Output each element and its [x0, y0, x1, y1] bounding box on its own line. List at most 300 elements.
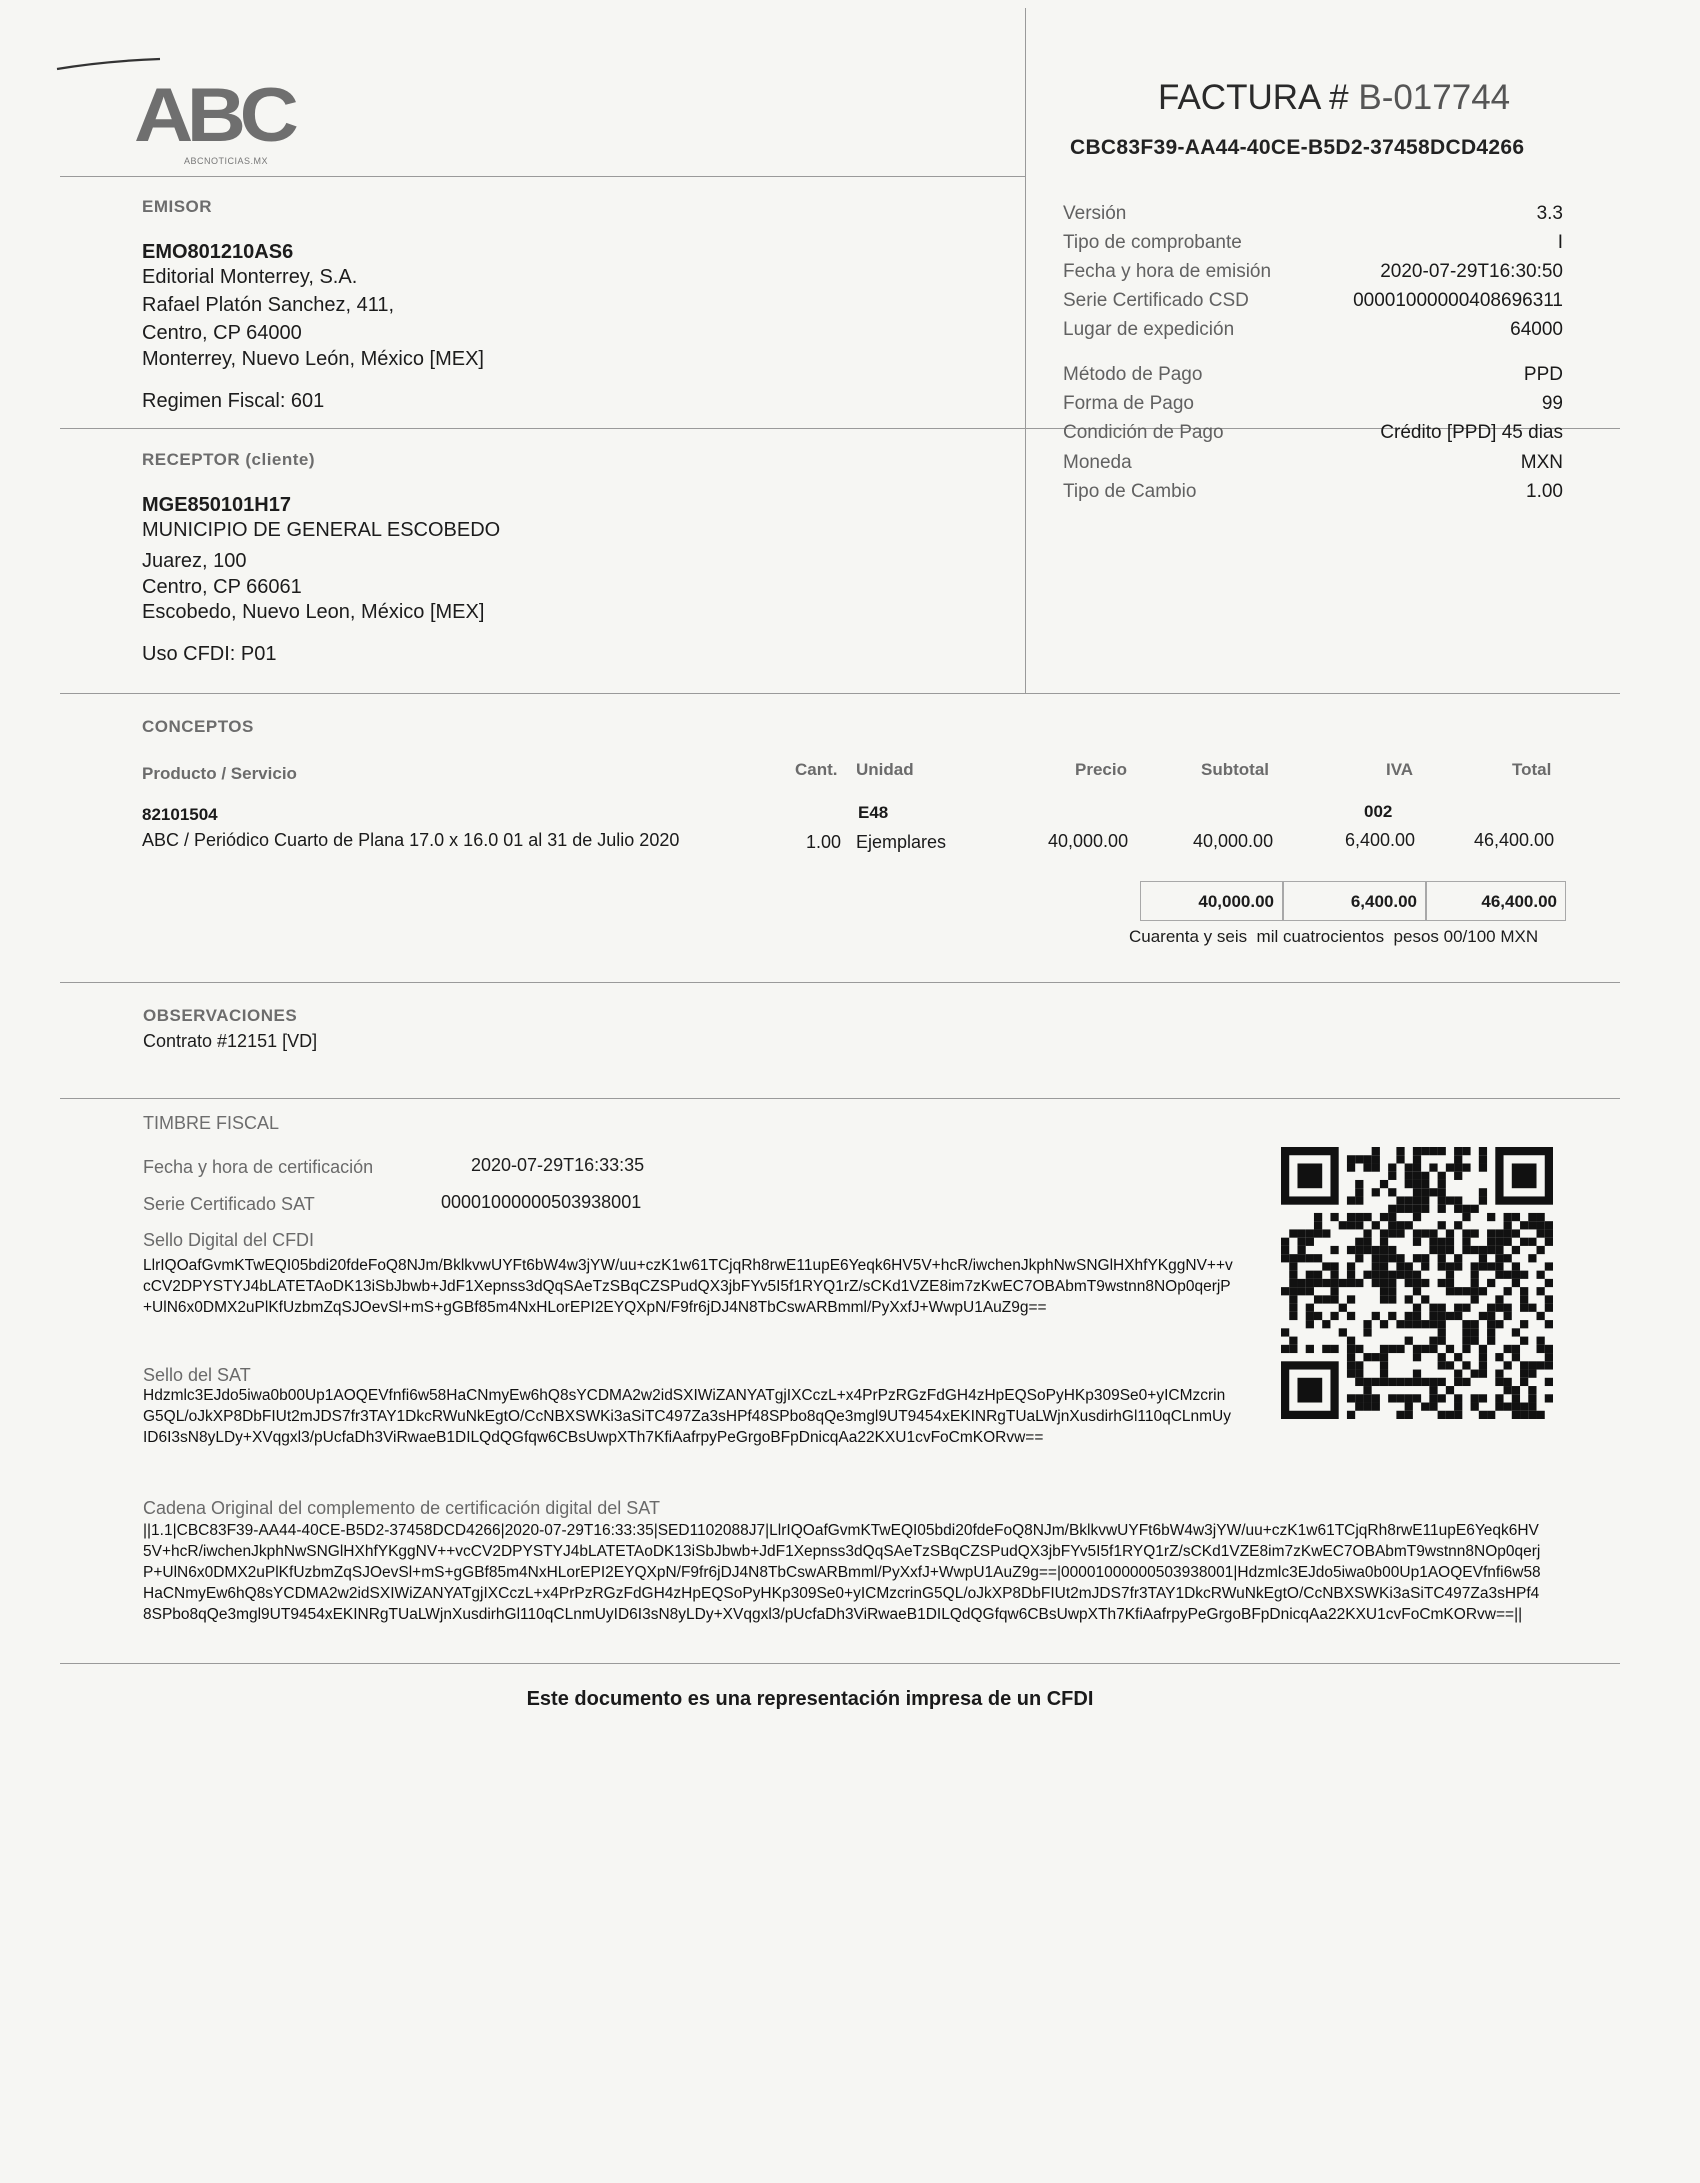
qr-module — [1355, 1370, 1363, 1378]
col-total: Total — [1512, 760, 1552, 779]
qr-module — [1355, 1378, 1363, 1386]
qr-module — [1396, 1378, 1404, 1386]
qr-module — [1289, 1254, 1297, 1262]
qr-module — [1495, 1271, 1503, 1279]
qr-module — [1289, 1229, 1297, 1237]
qr-module — [1289, 1287, 1297, 1295]
qr-module — [1479, 1394, 1487, 1402]
qr-module — [1479, 1411, 1487, 1419]
qr-module — [1512, 1394, 1520, 1402]
qr-module — [1372, 1147, 1380, 1155]
qr-module — [1495, 1304, 1503, 1312]
qr-module — [1454, 1394, 1462, 1402]
qr-module — [1528, 1213, 1536, 1221]
receptor-name: MUNICIPIO DE GENERAL ESCOBEDO — [142, 519, 501, 541]
qr-module — [1438, 1312, 1446, 1320]
qr-module — [1396, 1229, 1404, 1237]
qr-module — [1438, 1320, 1446, 1328]
qr-module — [1322, 1295, 1330, 1303]
qr-module — [1528, 1386, 1536, 1394]
qr-module — [1545, 1320, 1553, 1328]
receptor-rfc: MGE850101H17 — [142, 494, 291, 516]
qr-module — [1388, 1221, 1396, 1229]
qr-module — [1446, 1361, 1454, 1369]
qr-module — [1347, 1394, 1355, 1402]
qr-module — [1462, 1238, 1470, 1246]
qr-module — [1388, 1229, 1396, 1237]
qr-module — [1306, 1254, 1314, 1262]
qr-module — [1471, 1271, 1479, 1279]
qr-module — [1537, 1221, 1545, 1229]
info-version — [1063, 203, 1563, 232]
qr-module — [1528, 1361, 1536, 1369]
qr-module — [1438, 1411, 1446, 1419]
total-total: 46,400.00 — [1426, 881, 1566, 921]
qr-module — [1537, 1213, 1545, 1221]
qr-module — [1520, 1287, 1528, 1295]
qr-module — [1396, 1394, 1404, 1402]
qr-module — [1405, 1271, 1413, 1279]
qr-module — [1512, 1411, 1520, 1419]
qr-module — [1314, 1279, 1322, 1287]
qr-module — [1405, 1279, 1413, 1287]
pago-label: Método de Pago — [1063, 364, 1203, 385]
concepto-desc: ABC / Periódico Cuarto de Plana 17.0 x 16.0 01 al 31 de Julio 2020 — [142, 830, 680, 850]
qr-module — [1504, 1287, 1512, 1295]
qr-module — [1413, 1172, 1421, 1180]
emisor-address-3: Centro, CP 64000 — [142, 322, 302, 344]
qr-module — [1405, 1312, 1413, 1320]
qr-module — [1330, 1246, 1338, 1254]
qr-module — [1504, 1403, 1512, 1411]
concepto-precio: 40,000.00 — [1048, 831, 1129, 851]
divider-timbre — [60, 1663, 1620, 1664]
qr-module — [1306, 1271, 1314, 1279]
qr-module — [1545, 1353, 1553, 1361]
pago-value: 1.00 — [1526, 481, 1563, 502]
qr-module — [1471, 1370, 1479, 1378]
qr-module — [1512, 1229, 1520, 1237]
qr-module — [1322, 1279, 1330, 1287]
qr-module — [1421, 1172, 1429, 1180]
qr-module — [1380, 1295, 1388, 1303]
qr-module — [1479, 1147, 1487, 1155]
qr-module — [1413, 1213, 1421, 1221]
pago-moneda — [1063, 452, 1563, 481]
qr-module — [1347, 1271, 1355, 1279]
qr-module — [1479, 1345, 1487, 1353]
info-fecha-emision — [1063, 261, 1563, 290]
qr-module — [1504, 1254, 1512, 1262]
qr-module — [1429, 1403, 1437, 1411]
qr-module — [1462, 1287, 1470, 1295]
qr-module — [1462, 1229, 1470, 1237]
qr-module — [1446, 1386, 1454, 1394]
qr-module — [1446, 1411, 1454, 1419]
qr-module — [1372, 1271, 1380, 1279]
qr-module — [1380, 1246, 1388, 1254]
qr-module — [1421, 1262, 1429, 1270]
qr-module — [1429, 1163, 1437, 1171]
qr-module — [1462, 1213, 1470, 1221]
qr-module — [1372, 1378, 1380, 1386]
qr-module — [1429, 1188, 1437, 1196]
qr-module — [1413, 1180, 1421, 1188]
qr-module — [1297, 1254, 1305, 1262]
qr-module — [1413, 1378, 1421, 1386]
qr-module — [1347, 1337, 1355, 1345]
qr-module — [1446, 1271, 1454, 1279]
qr-module — [1388, 1188, 1396, 1196]
qr-module — [1330, 1262, 1338, 1270]
qr-module — [1413, 1394, 1421, 1402]
qr-module — [1372, 1155, 1380, 1163]
qr-module — [1512, 1345, 1520, 1353]
qr-module — [1363, 1403, 1371, 1411]
info-value: 00001000000408696311 — [1353, 290, 1563, 311]
qr-module — [1438, 1188, 1446, 1196]
qr-module — [1421, 1188, 1429, 1196]
qr-module — [1487, 1262, 1495, 1270]
qr-module — [1545, 1279, 1553, 1287]
total-letra: Cuarenta y seis mil cuatrocientos pesos 00/100 MXN — [1129, 927, 1539, 946]
qr-module — [1388, 1205, 1396, 1213]
qr-module — [1512, 1271, 1520, 1279]
qr-module — [1314, 1295, 1322, 1303]
qr-module — [1372, 1394, 1380, 1402]
qr-module — [1413, 1345, 1421, 1353]
pago-label: Tipo de Cambio — [1063, 481, 1197, 502]
qr-module — [1314, 1312, 1322, 1320]
divider-conceptos — [60, 982, 1620, 983]
qr-module — [1413, 1196, 1421, 1204]
qr-module — [1479, 1246, 1487, 1254]
concepto-subtotal: 40,000.00 — [1193, 831, 1274, 851]
qr-module — [1322, 1229, 1330, 1237]
info-tipo-comprobante — [1063, 232, 1563, 261]
qr-module — [1355, 1394, 1363, 1402]
qr-module — [1421, 1345, 1429, 1353]
sello-sat-label: Sello del SAT — [143, 1365, 251, 1385]
info-value: 64000 — [1510, 319, 1563, 340]
qr-module — [1347, 1312, 1355, 1320]
emisor-address-4: Monterrey, Nuevo León, México [MEX] — [142, 348, 484, 370]
qr-module — [1281, 1246, 1289, 1254]
qr-module — [1355, 1361, 1363, 1369]
qr-module — [1446, 1163, 1454, 1171]
qr-module — [1372, 1312, 1380, 1320]
qr-module — [1297, 1238, 1305, 1246]
qr-module — [1355, 1403, 1363, 1411]
qr-module — [1380, 1262, 1388, 1270]
concepto-unit-code: E48 — [858, 803, 889, 822]
qr-module — [1462, 1320, 1470, 1328]
qr-module — [1306, 1304, 1314, 1312]
qr-module — [1528, 1221, 1536, 1229]
qr-module — [1471, 1279, 1479, 1287]
qr-module — [1330, 1271, 1338, 1279]
qr-module — [1380, 1370, 1388, 1378]
qr-module — [1306, 1345, 1314, 1353]
conceptos-title: CONCEPTOS — [142, 717, 254, 736]
qr-module — [1297, 1279, 1305, 1287]
qr-module — [1347, 1345, 1355, 1353]
qr-module — [1388, 1394, 1396, 1402]
info-value: 3.3 — [1536, 203, 1563, 224]
total-subtotal: 40,000.00 — [1140, 881, 1283, 921]
qr-module — [1372, 1188, 1380, 1196]
qr-module — [1396, 1155, 1404, 1163]
qr-module — [1462, 1304, 1470, 1312]
qr-module — [1347, 1262, 1355, 1270]
col-cant: Cant. — [795, 760, 838, 779]
qr-module — [1504, 1361, 1512, 1369]
col-unidad: Unidad — [856, 760, 914, 779]
abc-logo — [134, 73, 293, 166]
invoice-title — [1158, 78, 1510, 118]
qr-module — [1396, 1345, 1404, 1353]
qr-module — [1504, 1238, 1512, 1246]
qr-module — [1355, 1221, 1363, 1229]
qr-module — [1355, 1188, 1363, 1196]
qr-module — [1363, 1238, 1371, 1246]
timbre-fecha: 2020-07-29T16:33:35 — [471, 1155, 645, 1175]
info-lugar-expedicion — [1063, 319, 1563, 348]
qr-module — [1487, 1238, 1495, 1246]
qr-module — [1421, 1254, 1429, 1262]
divider-observaciones — [60, 1098, 1620, 1099]
qr-module — [1405, 1163, 1413, 1171]
qr-module — [1405, 1295, 1413, 1303]
qr-module — [1446, 1279, 1454, 1287]
qr-module — [1471, 1403, 1479, 1411]
cadena-label: Cadena Original del complemento de certificación digital del SAT — [143, 1498, 660, 1518]
qr-module — [1537, 1287, 1545, 1295]
qr-module — [1520, 1304, 1528, 1312]
qr-module — [1314, 1213, 1322, 1221]
sello-sat: Hdzmlc3EJdo5iwa0b00Up1AOQEVfnfi6w58HaCNmyEw6hQ8sYCDMA2w2idSXIWiZANYATgjIXCczL+x4PrPzRGzFdGH4zHpEQSoPyHKp309Se0+yICMzcrinG5QL/oJkXP8DbFIUt2mJDS7fr3TAY1DkcRWuNkEgtO/CcNBXSWKi3aSiTC497Za3sHPf48SPbo8qQe3mgl9UT9454xEKINRgTUaLWjnXusdirhGl110qCLnmUyID6I3sN8yLDy+XVqgxl3/pUcfaDh3ViRwaeB1DILQdQGfqw6CBsUwpXTh7KfiAafrpyPeGrgoBFpDnicqAa22KXU1cvFoCmKORvw== — [143, 1387, 1232, 1446]
qr-module — [1289, 1295, 1297, 1303]
qr-module — [1429, 1246, 1437, 1254]
qr-module — [1330, 1312, 1338, 1320]
qr-module — [1314, 1254, 1322, 1262]
invoice-uuid: CBC83F39-AA44-40CE-B5D2-37458DCD4266 — [1070, 136, 1525, 159]
concepto-iva-code: 002 — [1364, 802, 1393, 821]
qr-module — [1322, 1262, 1330, 1270]
pago-value: MXN — [1520, 452, 1563, 473]
pen-mark — [55, 55, 165, 75]
qr-module — [1347, 1370, 1355, 1378]
qr-module — [1314, 1229, 1322, 1237]
qr-module — [1413, 1353, 1421, 1361]
qr-module — [1462, 1378, 1470, 1386]
qr-module — [1347, 1163, 1355, 1171]
qr-module — [1446, 1196, 1454, 1204]
qr-module — [1289, 1337, 1297, 1345]
qr-module — [1446, 1312, 1454, 1320]
qr-module — [1363, 1353, 1371, 1361]
qr-module — [1388, 1254, 1396, 1262]
info-serie-csd — [1063, 290, 1563, 319]
qr-module — [1512, 1328, 1520, 1336]
qr-module — [1372, 1403, 1380, 1411]
qr-module — [1471, 1287, 1479, 1295]
qr-module — [1520, 1320, 1528, 1328]
qr-module — [1355, 1180, 1363, 1188]
qr-module — [1454, 1304, 1462, 1312]
qr-module — [1462, 1361, 1470, 1369]
qr-module — [1405, 1320, 1413, 1328]
qr-module — [1289, 1279, 1297, 1287]
qr-module — [1454, 1378, 1462, 1386]
qr-module — [1528, 1254, 1536, 1262]
qr-module — [1363, 1328, 1371, 1336]
pago-value: PPD — [1523, 364, 1563, 385]
qr-module — [1512, 1262, 1520, 1270]
qr-module — [1380, 1287, 1388, 1295]
qr-module — [1347, 1353, 1355, 1361]
qr-module — [1520, 1411, 1528, 1419]
qr-module — [1363, 1155, 1371, 1163]
qr-module — [1429, 1378, 1437, 1386]
col-precio: Precio — [1075, 760, 1127, 779]
receptor-uso-cfdi: Uso CFDI: P01 — [142, 643, 277, 665]
qr-module — [1388, 1213, 1396, 1221]
qr-module — [1487, 1337, 1495, 1345]
qr-module — [1306, 1287, 1314, 1295]
qr-module — [1438, 1205, 1446, 1213]
qr-module — [1454, 1205, 1462, 1213]
qr-module — [1479, 1254, 1487, 1262]
qr-module — [1421, 1378, 1429, 1386]
qr-module — [1363, 1320, 1371, 1328]
qr-module — [1363, 1246, 1371, 1254]
col-subtotal: Subtotal — [1201, 760, 1269, 779]
qr-module — [1289, 1262, 1297, 1270]
qr-module — [1372, 1262, 1380, 1270]
qr-module — [1306, 1320, 1314, 1328]
qr-module — [1471, 1262, 1479, 1270]
qr-module — [1429, 1337, 1437, 1345]
qr-module — [1438, 1221, 1446, 1229]
qr-module — [1454, 1155, 1462, 1163]
info-value: 2020-07-29T16:30:50 — [1380, 261, 1563, 282]
qr-module — [1438, 1361, 1446, 1369]
qr-module — [1405, 1337, 1413, 1345]
qr-module — [1413, 1279, 1421, 1287]
qr-module — [1504, 1271, 1512, 1279]
qr-module — [1545, 1238, 1553, 1246]
qr-module — [1347, 1213, 1355, 1221]
qr-module — [1396, 1221, 1404, 1229]
qr-module — [1504, 1229, 1512, 1237]
qr-module — [1405, 1196, 1413, 1204]
qr-module — [1396, 1411, 1404, 1419]
pago-value: Crédito [PPD] 45 dias — [1380, 422, 1563, 443]
qr-module — [1454, 1163, 1462, 1171]
pago-label: Condición de Pago — [1063, 422, 1224, 443]
col-producto: Producto / Servicio — [142, 764, 297, 783]
qr-module — [1380, 1213, 1388, 1221]
qr-module — [1454, 1196, 1462, 1204]
qr-module — [1471, 1328, 1479, 1336]
qr-module — [1289, 1312, 1297, 1320]
qr-module — [1372, 1221, 1380, 1229]
qr-module — [1347, 1221, 1355, 1229]
qr-module — [1520, 1361, 1528, 1369]
qr-module — [1347, 1155, 1355, 1163]
qr-code-icon — [1281, 1147, 1553, 1419]
qr-module — [1413, 1304, 1421, 1312]
qr-module — [1454, 1403, 1462, 1411]
qr-module — [1528, 1238, 1536, 1246]
qr-module — [1479, 1155, 1487, 1163]
invoice-title-prefix: FACTURA # — [1158, 78, 1349, 117]
qr-module — [1471, 1295, 1479, 1303]
concepto-total: 46,400.00 — [1474, 830, 1555, 850]
qr-module — [1545, 1304, 1553, 1312]
qr-module — [1528, 1370, 1536, 1378]
qr-module — [1281, 1238, 1289, 1246]
pago-metodo — [1063, 364, 1563, 393]
qr-module — [1297, 1229, 1305, 1237]
qr-module — [1289, 1271, 1297, 1279]
qr-module — [1537, 1312, 1545, 1320]
concepto-code: 82101504 — [142, 805, 218, 824]
qr-module — [1454, 1254, 1462, 1262]
qr-module — [1454, 1370, 1462, 1378]
qr-module — [1380, 1229, 1388, 1237]
qr-module — [1363, 1386, 1371, 1394]
qr-module — [1479, 1361, 1487, 1369]
qr-module — [1487, 1304, 1495, 1312]
qr-module — [1405, 1378, 1413, 1386]
qr-module — [1388, 1246, 1396, 1254]
qr-module — [1471, 1320, 1479, 1328]
qr-module — [1429, 1238, 1437, 1246]
qr-module — [1429, 1304, 1437, 1312]
qr-module — [1421, 1147, 1429, 1155]
qr-module — [1429, 1229, 1437, 1237]
qr-module — [1388, 1345, 1396, 1353]
qr-module — [1520, 1238, 1528, 1246]
qr-module — [1396, 1271, 1404, 1279]
qr-module — [1462, 1328, 1470, 1336]
qr-module — [1396, 1262, 1404, 1270]
qr-module — [1339, 1328, 1347, 1336]
qr-module — [1413, 1271, 1421, 1279]
qr-module — [1380, 1320, 1388, 1328]
qr-module — [1281, 1254, 1289, 1262]
qr-module — [1429, 1394, 1437, 1402]
qr-module — [1504, 1378, 1512, 1386]
qr-module — [1372, 1353, 1380, 1361]
qr-module — [1487, 1246, 1495, 1254]
qr-module — [1479, 1188, 1487, 1196]
qr-module — [1413, 1320, 1421, 1328]
qr-module — [1355, 1279, 1363, 1287]
total-iva: 6,400.00 — [1283, 881, 1426, 921]
qr-module — [1487, 1229, 1495, 1237]
qr-module — [1380, 1345, 1388, 1353]
qr-module — [1462, 1337, 1470, 1345]
qr-module — [1405, 1403, 1413, 1411]
qr-module — [1429, 1320, 1437, 1328]
concepto-cant: 1.00 — [806, 832, 842, 852]
qr-module — [1454, 1411, 1462, 1419]
qr-module — [1471, 1337, 1479, 1345]
qr-module — [1495, 1238, 1503, 1246]
